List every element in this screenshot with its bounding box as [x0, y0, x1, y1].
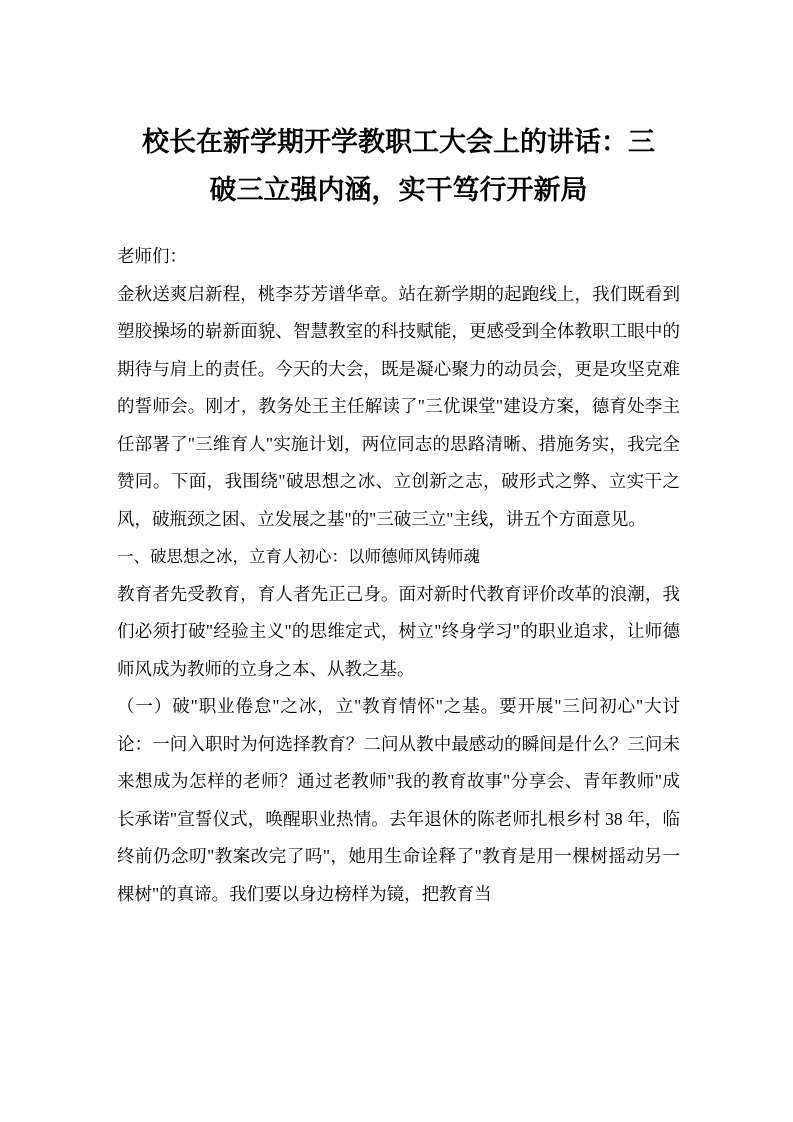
paragraph-opening: 金秋送爽启新程，桃李芬芳谱华章。站在新学期的起跑线上，我们既看到塑胶操场的崭新面貌、智慧教室的科技赋能，更感受到全体教职工眼中的期待与肩上的责任。今天的大会，既是凝心聚力的动员会，更是攻坚克难的誓师会。刚才，教务处王主任解读了"三优课堂"建设方案，德育处李主任部署了"三维育人"实施计划，两位同志的思路清晰、措施务实，我完全赞同。下面，我围绕"破思想之冰、立创新之志，破形式之弊、立实干之风，破瓶颈之困、立发展之基"的"三破三立"主线，讲五个方面意见。: [117, 283, 680, 529]
page-title-line-2: 破三立强内涵，实干笃行开新局: [209, 175, 588, 205]
section-heading-one: 一、破思想之冰，立育人初心：以师德师风铸师魂: [117, 547, 480, 566]
page-title: [117, 118, 680, 214]
paragraph-subsection-one-one: （一）破"职业倦怠"之冰，立"教育情怀"之基。要开展"三问初心"大讨论：一问入职时为何选择教育？二问从教中最感动的瞬间是什么？三问未来想成为怎样的老师？通过老教师"我的教育故事"分享会、青年教师"成长承诺"宣誓仪式，唤醒职业热情。去年退休的陈老师扎根乡村 38 年，临终前仍念叨"教案改完了吗"，她用生命诠释了"教育是用一棵树摇动另一棵树"的真谛。我们要以身边榜样为镜，把教育当: [117, 696, 680, 904]
paragraph-section-one-lead: 教育者先受教育，育人者先正己身。面对新时代教育评价改革的浪潮，我们必须打破"经验主义"的思维定式，树立"终身学习"的职业追求，让师德师风成为教师的立身之本、从教之基。: [117, 583, 680, 679]
salutation: 老师们：: [117, 246, 187, 266]
document-content: [117, 118, 680, 913]
page-title-line-1: 校长在新学期开学教职工大会上的讲话：三: [142, 127, 655, 157]
